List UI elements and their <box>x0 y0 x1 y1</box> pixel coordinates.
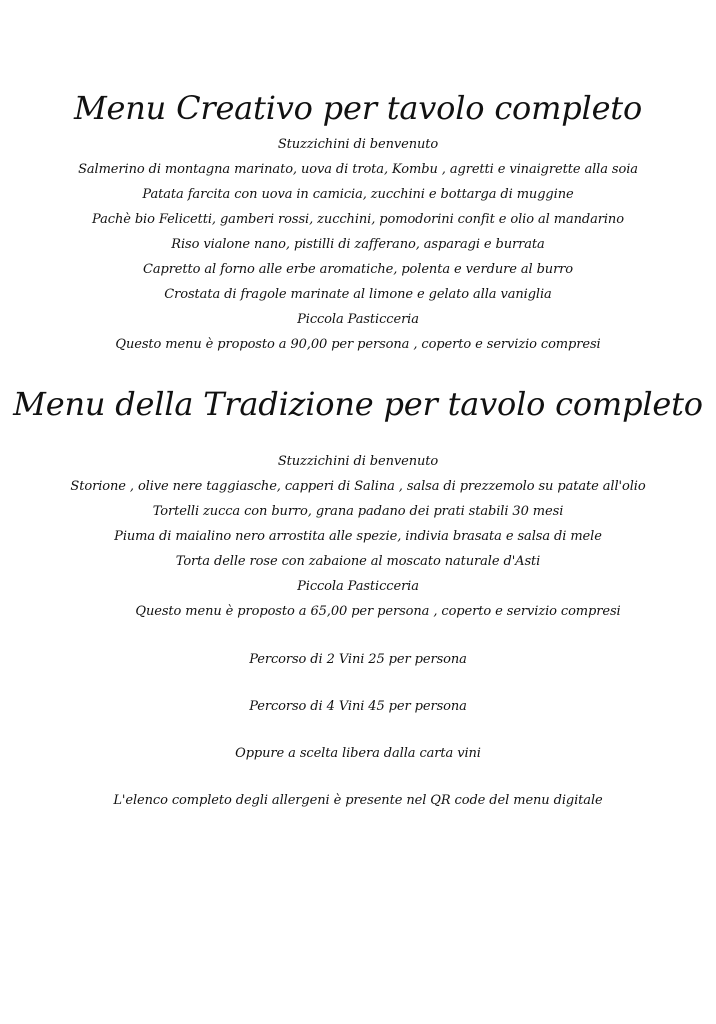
menu-creativo-item: Piccola Pasticceria <box>297 312 419 327</box>
menu-creativo-title: Menu Creativo per tavolo completo <box>73 89 643 127</box>
menu-tradizione-title: Menu della Tradizione per tavolo completo <box>13 385 703 423</box>
menu-tradizione-item: Torta delle rose con zabaione al moscato naturale d'Asti <box>175 554 541 569</box>
wine-free-choice: Oppure a scelta libera dalla carta vini <box>235 746 481 761</box>
menu-tradizione-item: Piccola Pasticceria <box>297 579 419 594</box>
menu-creativo-item: Patata farcita con uova in camicia, zucchini e bottarga di muggine <box>142 187 574 202</box>
wine-pairing-two: Percorso di 2 Vini 25 per persona <box>249 652 467 667</box>
menu-creativo-item: Riso vialone nano, pistilli di zafferano, asparagi e burrata <box>171 237 545 252</box>
menu-tradizione-item: Stuzzichini di benvenuto <box>277 454 439 469</box>
menu-creativo-item: Crostata di fragole marinate al limone e gelato alla vaniglia <box>164 287 552 302</box>
allergens-note: L'elenco completo degli allergeni è presente nel QR code del menu digitale <box>113 793 603 808</box>
menu-tradizione-item: Tortelli zucca con burro, grana padano dei prati stabili 30 mesi <box>152 504 564 519</box>
menu-tradizione-price: Questo menu è proposto a 65,00 per persona , coperto e servizio compresi <box>135 604 621 619</box>
menu-tradizione-item: Storione , olive nere taggiasche, capperi di Salina , salsa di prezzemolo su patate all'olio <box>70 479 646 494</box>
menu-creativo-item: Stuzzichini di benvenuto <box>277 137 439 152</box>
menu-tradizione-item: Piuma di maialino nero arrostita alle spezie, indivia brasata e salsa di mele <box>114 529 602 544</box>
menu-creativo-price: Questo menu è proposto a 90,00 per persona , coperto e servizio compresi <box>115 337 601 352</box>
menu-creativo-item: Capretto al forno alle erbe aromatiche, polenta e verdure al burro <box>142 262 574 277</box>
menu-creativo-item: Salmerino di montagna marinato, uova di trota, Kombu , agretti e vinaigrette alla soia <box>78 162 638 177</box>
menu-creativo-item: Pachè bio Felicetti, gamberi rossi, zucchini, pomodorini confit e olio al mandarino <box>92 212 624 227</box>
wine-pairing-four: Percorso di 4 Vini 45 per persona <box>249 699 467 714</box>
